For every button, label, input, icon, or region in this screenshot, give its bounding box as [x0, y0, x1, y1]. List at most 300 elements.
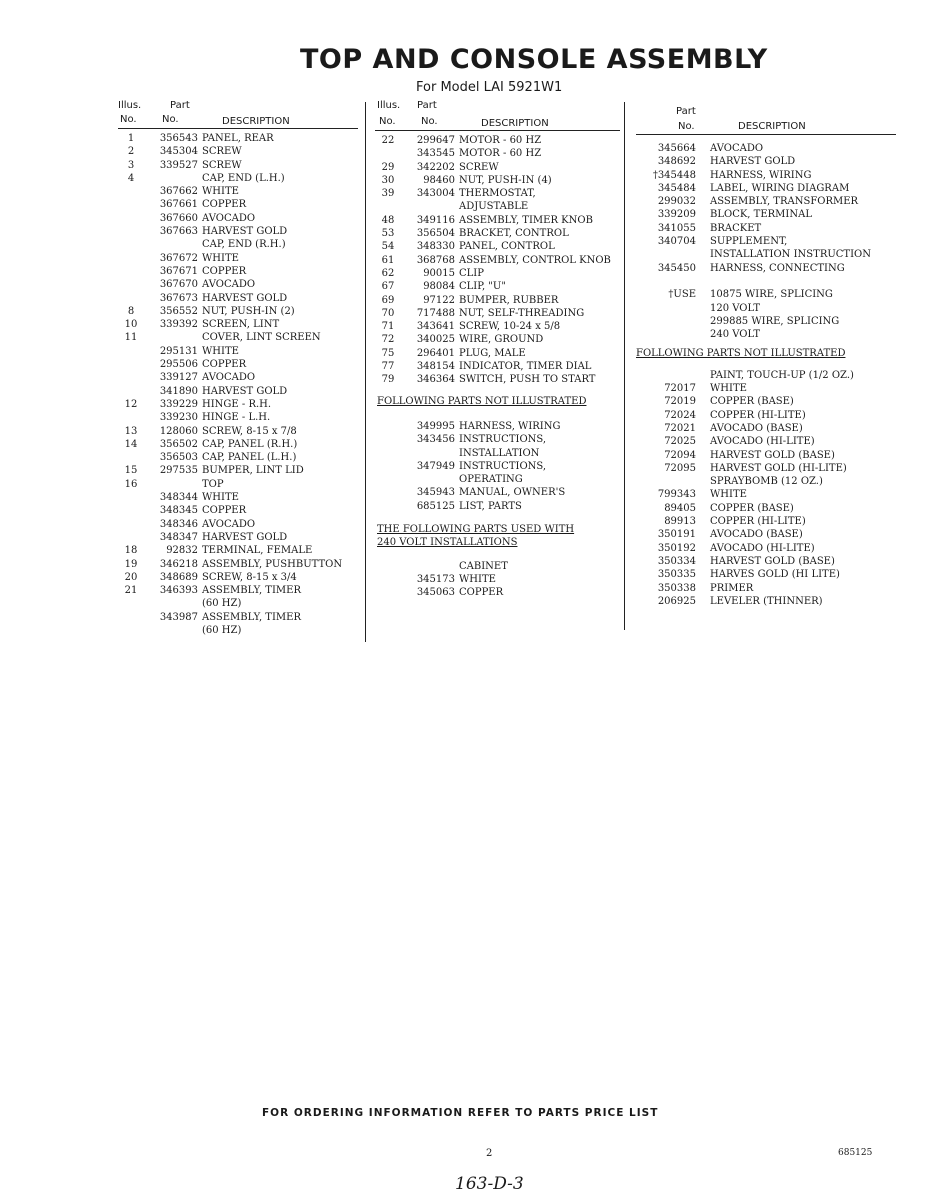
part-description: HARNESS, WIRING — [710, 169, 812, 181]
part-header: Part — [676, 106, 696, 117]
parts-row — [375, 267, 620, 280]
parts-row — [636, 515, 896, 528]
column-header — [375, 100, 620, 128]
illus-number: 69 — [381, 294, 395, 306]
part-description: PANEL, CONTROL — [459, 241, 555, 253]
part-number: 356503 — [159, 452, 198, 464]
part-number: 341055 — [657, 222, 696, 234]
parts-row — [375, 320, 620, 333]
parts-row — [118, 358, 358, 371]
parts-row — [636, 195, 896, 208]
parts-row — [636, 302, 896, 315]
page-title: TOP AND CONSOLE ASSEMBLY — [300, 44, 768, 75]
part-description: WHITE — [459, 573, 496, 585]
part-number: 72094 — [664, 449, 696, 461]
part-description: COPPER — [202, 359, 247, 371]
parts-row — [375, 147, 620, 160]
parts-row — [375, 460, 620, 473]
part-number: 295131 — [159, 345, 198, 357]
part-description: HARVEST GOLD — [202, 226, 288, 238]
illus-number: 12 — [124, 398, 138, 410]
parts-row — [118, 252, 358, 265]
part-number: 367671 — [159, 265, 198, 277]
part-no-header: No. — [678, 121, 695, 132]
part-description: COPPER (HI-LITE) — [710, 516, 806, 528]
part-description: CAP, END (L.H.) — [202, 172, 285, 184]
parts-row — [118, 331, 358, 344]
part-number: 345484 — [657, 182, 696, 194]
parts-row — [118, 398, 358, 411]
parts-row — [375, 134, 620, 147]
part-number: 356502 — [159, 438, 198, 450]
illus-number: 16 — [124, 478, 138, 490]
parts-row — [118, 438, 358, 451]
parts-row — [118, 584, 358, 597]
part-number: 89405 — [664, 502, 696, 514]
parts-row — [636, 462, 896, 475]
parts-row — [375, 500, 620, 513]
part-number: 685125 — [416, 500, 455, 512]
part-number: 348154 — [416, 361, 455, 373]
part-description: ASSEMBLY, TIMER KNOB — [459, 214, 593, 226]
part-number: 367670 — [159, 279, 198, 291]
part-description: BLOCK, TERMINAL — [710, 209, 812, 221]
parts-row — [636, 488, 896, 501]
illus-number: 30 — [381, 174, 395, 186]
part-description: SCREW — [459, 161, 499, 173]
part-description: ADJUSTABLE — [459, 201, 529, 213]
illus-number: 72 — [381, 334, 395, 346]
part-number: 90015 — [423, 267, 455, 279]
part-description: AVOCADO (HI-LITE) — [710, 542, 815, 554]
part-description: WIRE, GROUND — [459, 334, 544, 346]
part-number: 339527 — [159, 159, 198, 171]
parts-row — [375, 187, 620, 200]
part-number: 98460 — [423, 174, 455, 186]
part-number: 72019 — [664, 396, 696, 408]
part-description: TOP — [202, 478, 224, 490]
part-number: 347949 — [416, 460, 455, 472]
part-description: COPPER (HI-LITE) — [710, 409, 806, 421]
not-illustrated-note: FOLLOWING PARTS NOT ILLUSTRATED — [377, 395, 587, 407]
part-description: LEVELER (THINNER) — [710, 595, 823, 607]
part-number: 72017 — [664, 383, 696, 395]
part-number: 97122 — [423, 294, 455, 306]
illus-number: 2 — [127, 146, 135, 158]
parts-row — [636, 475, 896, 488]
part-description: CLIP, "U" — [459, 281, 506, 293]
col3-not-illustrated-rows — [636, 369, 896, 608]
illus-number: 22 — [381, 135, 395, 146]
parts-row — [636, 315, 896, 328]
part-number: 72095 — [664, 462, 696, 474]
part-number: 350191 — [657, 529, 696, 541]
part-description: AVOCADO — [202, 518, 256, 530]
part-description: COPPER (BASE) — [710, 396, 794, 408]
part-description: SCREW, 10-24 x 5/8 — [459, 321, 561, 333]
part-description: CAP, PANEL (L.H.) — [202, 452, 297, 464]
part-description: CAP, END (R.H.) — [202, 239, 286, 251]
part-description: LABEL, WIRING DIAGRAM — [710, 182, 850, 194]
parts-row — [375, 473, 620, 486]
part-number: 128060 — [159, 425, 198, 437]
parts-row — [375, 420, 620, 433]
part-number: 717488 — [416, 307, 455, 319]
part-number: 348330 — [416, 241, 455, 253]
illus-header: Illus. — [377, 100, 401, 111]
parts-row — [118, 425, 358, 438]
part-number: 92832 — [166, 545, 198, 557]
part-description: WHITE — [202, 186, 239, 198]
illus-number: 39 — [381, 188, 395, 200]
illus-number: 67 — [381, 281, 395, 293]
parts-row — [636, 262, 896, 275]
parts-row — [375, 294, 620, 307]
part-description: HARVEST GOLD (HI-LITE) — [710, 462, 847, 474]
part-description: HARVEST GOLD (BASE) — [710, 449, 835, 461]
part-number: 206925 — [657, 595, 696, 607]
column-divider — [624, 102, 625, 630]
illus-number: 53 — [381, 228, 395, 240]
part-description: PRIMER — [710, 582, 754, 594]
parts-row — [636, 555, 896, 568]
part-description: AVOCADO (HI-LITE) — [710, 436, 815, 448]
parts-row — [118, 558, 358, 571]
column-header — [118, 100, 358, 126]
part-description: BUMPER, RUBBER — [459, 294, 559, 306]
part-description: BRACKET — [710, 222, 762, 234]
parts-row — [375, 214, 620, 227]
illus-number: 77 — [381, 361, 395, 373]
parts-row — [118, 478, 358, 491]
parts-row — [636, 502, 896, 515]
part-no-header: No. — [162, 114, 179, 125]
parts-row — [375, 240, 620, 253]
part-description: INSTRUCTIONS, — [459, 460, 547, 472]
part-number: 348346 — [159, 518, 198, 530]
col2-rows — [375, 134, 620, 387]
col1-rows — [118, 132, 358, 637]
part-description: COPPER — [459, 587, 504, 599]
parts-row — [636, 222, 896, 235]
part-number: 72021 — [664, 422, 696, 434]
handwritten-note: 163-D-3 — [455, 1174, 524, 1194]
part-number: 342202 — [416, 161, 455, 173]
part-description: LIST, PARTS — [459, 500, 522, 512]
parts-row — [118, 571, 358, 584]
parts-row — [636, 169, 896, 182]
part-header: Part — [170, 100, 190, 111]
part-number: 367673 — [159, 292, 198, 304]
parts-row — [118, 624, 358, 637]
illus-number: 21 — [124, 585, 138, 597]
part-description: SPRAYBOMB (12 OZ.) — [710, 476, 823, 488]
part-number: 350338 — [657, 582, 696, 594]
part-number: 339392 — [159, 319, 198, 331]
part-number: 350334 — [657, 555, 696, 567]
part-number: 367660 — [159, 212, 198, 224]
parts-row — [375, 174, 620, 187]
parts-row — [118, 305, 358, 318]
part-description: SCREEN, LINT — [202, 319, 280, 331]
parts-row — [375, 486, 620, 499]
col3-rows — [636, 142, 896, 341]
parts-row — [636, 248, 896, 261]
part-description: INDICATOR, TIMER DIAL — [459, 361, 592, 373]
parts-row — [118, 464, 358, 477]
illus-number: 54 — [381, 241, 395, 253]
part-description: CLIP — [459, 267, 484, 279]
240-volt-note-line2: 240 VOLT INSTALLATIONS — [377, 537, 518, 549]
part-description: PANEL, REAR — [202, 133, 274, 144]
illus-header: Illus. — [118, 100, 142, 111]
part-description: NUT, PUSH-IN (2) — [202, 305, 295, 317]
part-description: SCREW — [202, 159, 242, 171]
model-subtitle: For Model LAI 5921W1 — [416, 80, 563, 95]
description-header: DESCRIPTION — [738, 121, 806, 132]
part-description: MANUAL, OWNER'S — [459, 487, 566, 499]
no-header: No. — [379, 116, 396, 127]
part-description: THERMOSTAT, — [459, 188, 536, 200]
part-number: 296401 — [416, 347, 455, 359]
part-number: 348689 — [159, 571, 198, 583]
part-description: (60 HZ) — [202, 624, 242, 636]
parts-row — [636, 155, 896, 168]
part-description: SUPPLEMENT, — [710, 236, 788, 248]
part-number: 346218 — [159, 558, 198, 570]
part-description: 120 VOLT — [710, 302, 761, 314]
part-number: 341890 — [159, 385, 198, 397]
illus-number: 8 — [127, 305, 135, 317]
parts-row — [118, 212, 358, 225]
parts-row — [118, 238, 358, 251]
part-description: HARVES GOLD (HI LITE) — [710, 569, 840, 581]
part-number: 346364 — [416, 374, 455, 386]
part-number: †USE — [668, 289, 696, 301]
header-rule — [118, 128, 358, 129]
part-description: TERMINAL, FEMALE — [202, 545, 313, 557]
parts-row — [375, 254, 620, 267]
part-description: WHITE — [202, 252, 239, 264]
parts-column-2 — [375, 100, 620, 600]
part-number: 350192 — [657, 542, 696, 554]
illus-number: 70 — [381, 307, 395, 319]
part-number: 349995 — [416, 420, 455, 432]
illus-number: 79 — [381, 374, 395, 386]
part-number: 339127 — [159, 372, 198, 384]
part-number: 346393 — [159, 585, 198, 597]
part-description: SWITCH, PUSH TO START — [459, 374, 596, 386]
part-description: COVER, LINT SCREEN — [202, 332, 321, 344]
part-number: 348345 — [159, 505, 198, 517]
part-description: PAINT, TOUCH-UP (1/2 OZ.) — [710, 369, 854, 381]
parts-row — [118, 504, 358, 517]
parts-row — [636, 435, 896, 448]
parts-row — [118, 292, 358, 305]
part-description: NUT, SELF-THREADING — [459, 307, 585, 319]
part-number: 345450 — [657, 262, 696, 274]
part-description: CABINET — [459, 560, 508, 572]
parts-column-1 — [118, 100, 358, 637]
part-number: 345304 — [159, 146, 198, 158]
part-description: AVOCADO — [202, 212, 256, 224]
part-description: INSTRUCTIONS, — [459, 434, 547, 446]
parts-row — [118, 451, 358, 464]
part-description: AVOCADO — [202, 279, 256, 291]
part-description: SCREW — [202, 146, 242, 158]
parts-row — [636, 449, 896, 462]
part-description: SCREW, 8-15 x 3/4 — [202, 571, 297, 583]
part-description: ASSEMBLY, PUSHBUTTON — [202, 558, 343, 570]
part-description: WHITE — [710, 383, 747, 395]
parts-row — [118, 518, 358, 531]
illus-number: 20 — [124, 571, 138, 583]
illus-number: 15 — [124, 465, 138, 477]
part-number: 339209 — [657, 209, 696, 221]
illus-number: 3 — [127, 159, 135, 171]
parts-row — [375, 200, 620, 213]
parts-row — [118, 172, 358, 185]
parts-row — [375, 307, 620, 320]
part-number: 356504 — [416, 228, 455, 240]
illus-number: 13 — [124, 425, 138, 437]
240-volt-note-line1: THE FOLLOWING PARTS USED WITH — [377, 524, 575, 536]
parts-row — [375, 360, 620, 373]
parts-row — [636, 142, 896, 155]
part-number: 799343 — [657, 489, 696, 501]
part-description: OPERATING — [459, 474, 523, 486]
part-number: 367662 — [159, 186, 198, 198]
parts-row — [375, 433, 620, 446]
part-description: INSTALLATION INSTRUCTION — [710, 249, 871, 261]
part-number: 350335 — [657, 569, 696, 581]
parts-row — [636, 369, 896, 382]
part-number: 345173 — [416, 573, 455, 585]
parts-row — [118, 198, 358, 211]
part-number: 345063 — [416, 587, 455, 599]
part-number: 72024 — [664, 409, 696, 421]
parts-row — [636, 409, 896, 422]
part-number: 343456 — [416, 434, 455, 446]
part-description: COPPER — [202, 505, 247, 517]
part-description: HARNESS, WIRING — [459, 420, 561, 432]
not-illustrated-note: FOLLOWING PARTS NOT ILLUSTRATED — [636, 348, 846, 360]
part-description: PLUG, MALE — [459, 347, 526, 359]
part-description: HARVEST GOLD — [202, 531, 288, 543]
parts-row — [375, 280, 620, 293]
part-description: SCREW, 8-15 x 7/8 — [202, 425, 297, 437]
part-description: HINGE - R.H. — [202, 398, 272, 410]
parts-row — [118, 385, 358, 398]
page-number: 2 — [486, 1148, 493, 1159]
description-header: DESCRIPTION — [481, 118, 549, 129]
parts-row — [636, 395, 896, 408]
part-description: HINGE - L.H. — [202, 412, 271, 424]
part-number: †345448 — [652, 169, 696, 181]
part-description: HARVEST GOLD — [202, 292, 288, 304]
part-description: HARVEST GOLD (BASE) — [710, 555, 835, 567]
part-number: 299032 — [657, 196, 696, 208]
part-number: 339230 — [159, 412, 198, 424]
part-description: INSTALLATION — [459, 447, 540, 459]
part-description: ASSEMBLY, TIMER — [202, 611, 301, 623]
parts-row — [636, 288, 896, 301]
part-header: Part — [417, 100, 437, 111]
part-description: CAP, PANEL (R.H.) — [202, 438, 298, 450]
part-number: 297535 — [159, 465, 198, 477]
part-number: 72025 — [664, 436, 696, 448]
part-number: 343004 — [416, 188, 455, 200]
illus-number: 75 — [381, 347, 395, 359]
illus-number: 48 — [381, 214, 395, 226]
part-description: WHITE — [202, 345, 239, 357]
column-divider — [365, 102, 366, 642]
part-description: ASSEMBLY, TIMER — [202, 585, 301, 597]
illus-number: 4 — [127, 172, 135, 184]
part-number: 348692 — [657, 156, 696, 168]
illus-number: 61 — [381, 254, 395, 266]
parts-row — [636, 328, 896, 341]
parts-row — [118, 611, 358, 624]
parts-column-3 — [636, 104, 896, 608]
part-description: 240 VOLT — [710, 329, 761, 341]
part-number: 343545 — [416, 148, 455, 160]
part-number: 343987 — [159, 611, 198, 623]
part-description: AVOCADO (BASE) — [710, 529, 803, 541]
document-number: 685125 — [838, 1148, 873, 1158]
part-description: HARNESS, CONNECTING — [710, 262, 845, 274]
parts-row — [636, 595, 896, 608]
part-description: WHITE — [202, 492, 239, 504]
part-description: COPPER — [202, 199, 247, 211]
illus-number: 10 — [124, 319, 138, 331]
parts-row — [636, 422, 896, 435]
parts-row — [636, 582, 896, 595]
part-description: AVOCADO — [710, 143, 764, 154]
part-description: HARVEST GOLD — [202, 385, 288, 397]
part-description: BUMPER, LINT LID — [202, 465, 304, 477]
part-description: COPPER (BASE) — [710, 502, 794, 514]
part-number: 98084 — [423, 281, 455, 293]
parts-row — [118, 145, 358, 158]
illus-number: 11 — [124, 332, 138, 344]
part-number: 345943 — [416, 487, 455, 499]
col2-not-illustrated-rows — [375, 420, 620, 513]
parts-row — [118, 597, 358, 610]
parts-row — [636, 275, 896, 288]
part-description: (60 HZ) — [202, 598, 242, 610]
parts-row — [636, 528, 896, 541]
part-number: 340025 — [416, 334, 455, 346]
parts-row — [375, 373, 620, 386]
part-description: ASSEMBLY, TRANSFORMER — [710, 196, 859, 208]
parts-row — [375, 560, 620, 573]
part-number: 299647 — [416, 135, 455, 146]
part-number: 349116 — [416, 214, 455, 226]
part-number: 345664 — [657, 143, 696, 154]
illus-number: 14 — [124, 438, 138, 450]
parts-row — [118, 371, 358, 384]
header-rule — [636, 134, 896, 135]
part-number: 89913 — [664, 516, 696, 528]
ordering-info-footer: FOR ORDERING INFORMATION REFER TO PARTS PRICE LIST — [262, 1107, 659, 1119]
part-number: 339229 — [159, 398, 198, 410]
part-number: 367663 — [159, 226, 198, 238]
part-number: 348347 — [159, 531, 198, 543]
parts-row — [118, 531, 358, 544]
part-description: ASSEMBLY, CONTROL KNOB — [459, 254, 611, 266]
parts-row — [636, 382, 896, 395]
